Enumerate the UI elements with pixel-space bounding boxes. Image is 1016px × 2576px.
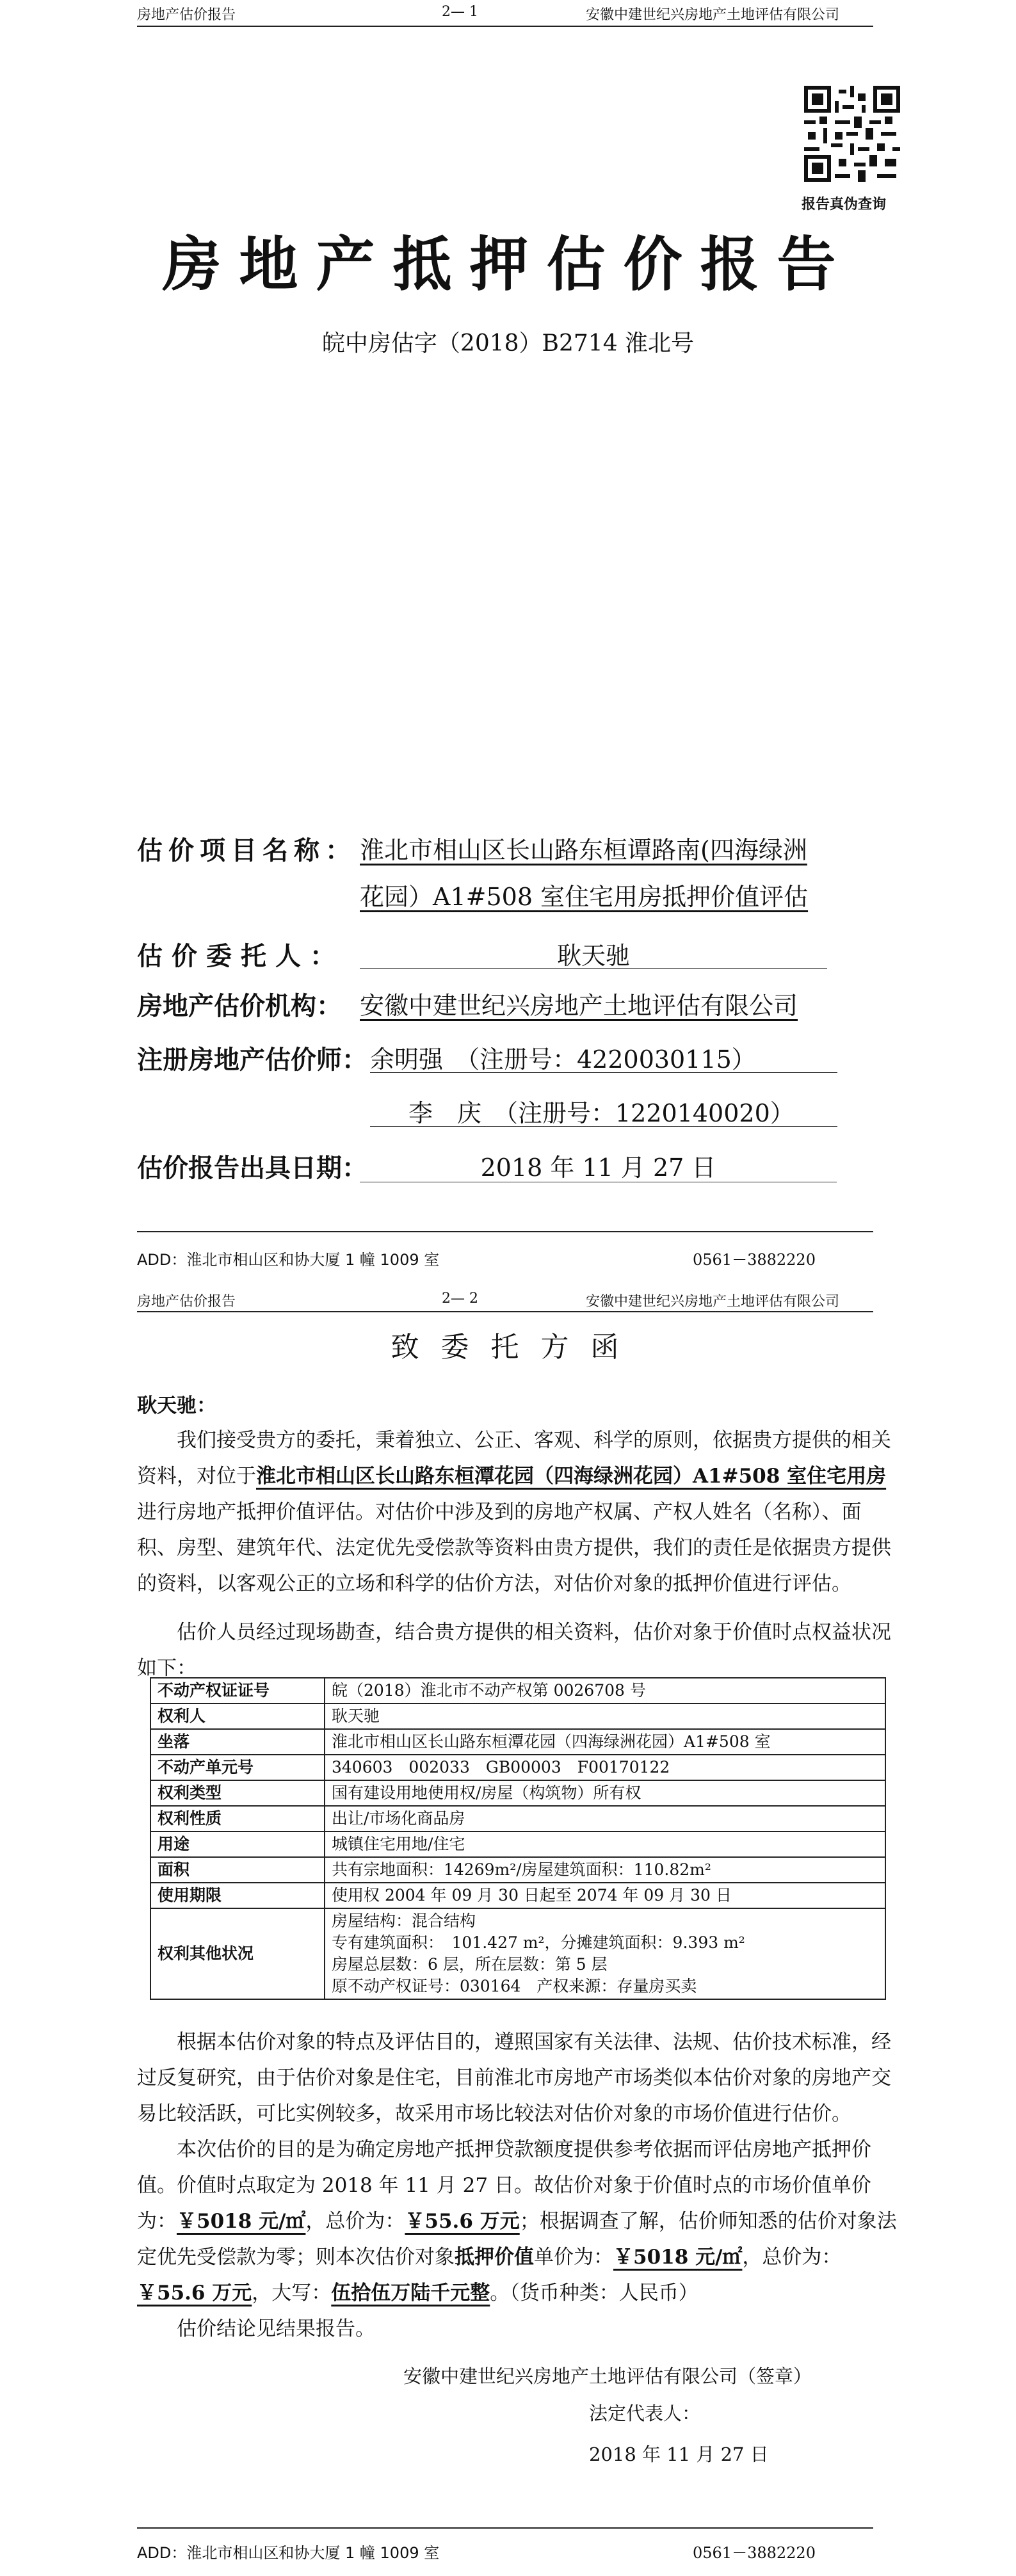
page2-header — [0, 1287, 1016, 1312]
table-value-line: 房屋总层数：6 层，所在层数：第 5 层 — [332, 1955, 608, 1974]
table-row — [150, 1883, 885, 1908]
footer-address: ADD：淮北市相山区和协大厦 1 幢 1009 室 — [137, 2544, 440, 2562]
agency-label: 房地产估价机构： — [137, 992, 342, 1021]
header-rule — [137, 1311, 873, 1312]
table-value-line: 共有宗地面积：14269m²/房屋建筑面积：110.82m² — [332, 1860, 711, 1879]
table-value-line: 原不动产权证号：030164 产权来源：存量房买卖 — [332, 1977, 697, 1995]
letter-title: 致 委 托 方 函 — [391, 1331, 625, 1364]
signature-date: 2018 年 11 月 27 日 — [589, 2443, 769, 2465]
table-key: 权利性质 — [150, 1806, 325, 1831]
table-value-line: 专有建筑面积： 101.427 m²，分摊建筑面积：9.393 m² — [332, 1933, 745, 1952]
table-value-line: 房屋结构：混合结构 — [332, 1912, 476, 1930]
table-key: 不动产单元号 — [150, 1755, 325, 1780]
agency-value: 安徽中建世纪兴房地产土地评估有限公司 — [360, 992, 798, 1020]
mortgage-total-price: ￥55.6 万元 — [137, 2282, 252, 2305]
table-value — [325, 1703, 885, 1729]
table-value-line: 国有建设用地使用权/房屋（构筑物）所有权 — [332, 1783, 641, 1802]
client-value: 耿天驰 — [556, 942, 630, 970]
footer-rule — [137, 1231, 873, 1232]
table-row — [150, 1729, 885, 1755]
table-value — [325, 1857, 885, 1883]
table-value — [325, 1831, 885, 1857]
table-key: 权利其他状况 — [150, 1908, 325, 1999]
table-value — [325, 1908, 885, 1999]
property-info-table — [150, 1677, 886, 2000]
header-page-number: 2— 2 — [442, 1291, 478, 1307]
appraiser-2: 李 庆 （注册号：1220140020） — [408, 1099, 794, 1127]
mortgage-unit-price: ￥5018 元/㎡ — [613, 2246, 743, 2269]
appraiser-1-underline — [370, 1072, 837, 1073]
table-key: 不动产权证证号 — [150, 1678, 325, 1703]
table-value-line: 淮北市相山区长山路东桓潭花园（四海绿洲花园）A1#508 室 — [332, 1732, 771, 1751]
capital-amount: 伍拾伍万陆千元整 — [331, 2282, 490, 2305]
table-key: 权利人 — [150, 1703, 325, 1729]
letter-paragraph-4: 本次估价的目的是为确定房地产抵押贷款额度提供参考依据而评估房地产抵押价值。价值时点取定为 2018 年 11 月 27 日。故估价对象于价值时点的市场价值单价为：￥5018 元/㎡，总价为：￥55.6 万元；根据调查了解，估价师知悉的估价对象法定优先受偿款为零；则本次估价对象抵押价值单价为：￥5018 元/㎡，总价为：￥55.6 万元，大写：伍拾伍万陆千元整。（货币种类：人民币） — [137, 2138, 897, 2305]
market-total-price: ￥55.6 万元 — [405, 2210, 520, 2233]
letter-paragraph-5: 估价结论见结果报告。 — [177, 2317, 375, 2340]
table-value — [325, 1780, 885, 1806]
table-value-line: 耿天驰 — [332, 1707, 380, 1725]
header-rule — [137, 26, 873, 27]
report-date-value: 2018 年 11 月 27 日 — [480, 1154, 716, 1182]
table-key: 面积 — [150, 1857, 325, 1883]
signature-representative: 法定代表人： — [589, 2403, 701, 2424]
report-date-label: 估价报告出具日期： — [137, 1154, 367, 1183]
footer-phone: 0561－3882220 — [693, 1251, 816, 1269]
table-value-line: 出让/市场化商品房 — [332, 1809, 465, 1828]
appraiser-2-underline — [370, 1126, 837, 1127]
market-unit-price: ￥5018 元/㎡ — [177, 2210, 306, 2233]
table-row — [150, 1703, 885, 1729]
table-key: 使用期限 — [150, 1883, 325, 1908]
table-row — [150, 1857, 885, 1883]
page1-header — [0, 0, 1016, 26]
table-value-line: 使用权 2004 年 09 月 30 日起至 2074 年 09 月 30 日 — [332, 1886, 732, 1904]
table-value-line: 皖（2018）淮北市不动产权第 0026708 号 — [332, 1681, 646, 1700]
table-value-line: 城镇住宅用地/住宅 — [332, 1835, 465, 1853]
table-key: 权利类型 — [150, 1780, 325, 1806]
appraiser-1: 余明强 （注册号：4220030115） — [370, 1045, 756, 1074]
header-right: 安徽中建世纪兴房地产土地评估有限公司 — [586, 7, 840, 23]
footer-phone: 0561－3882220 — [693, 2544, 816, 2562]
header-page-number: 2— 1 — [442, 4, 478, 20]
table-row — [150, 1780, 885, 1806]
letter-paragraph-3: 根据本估价对象的特点及评估目的，遵照国家有关法律、法规、估价技术标准，经过反复研究，由于估价对象是住宅，目前淮北市房地产市场类似本估价对象的房地产交易比较活跃，可比实例较多，故采用市场比较法对估价对象的市场价值进行估价。 — [137, 2031, 891, 2125]
appraiser-label: 注册房地产估价师： — [137, 1045, 367, 1075]
table-value — [325, 1883, 885, 1908]
table-value-line: 340603 002033 GB00003 F00170122 — [332, 1758, 670, 1776]
table-row — [150, 1908, 885, 1999]
report-title: 房地产抵押估价报告 — [162, 230, 854, 299]
table-value — [325, 1678, 885, 1703]
letter-paragraph-1: 我们接受贵方的委托，秉着独立、公正、客观、科学的原则，依据贵方提供的相关资料，对位于淮北市相山区长山路东桓潭花园（四海绿洲花园）A1#508 室住宅用房进行房地产抵押价值评估。对估价中涉及到的房地产权属、产权人姓名（名称）、面积、房型、建筑年代、法定优先受偿款等资料由贵方提供，我们的责任是依据贵方提供的资料，以客观公正的立场和科学的估价方法，对估价对象的抵押价值进行评估。 — [137, 1429, 891, 1595]
qr-caption: 报告真伪查询 — [802, 196, 887, 213]
client-underline — [360, 968, 827, 969]
table-value — [325, 1806, 885, 1831]
table-row — [150, 1831, 885, 1857]
table-row — [150, 1678, 885, 1703]
footer-rule — [137, 2527, 873, 2529]
header-left: 房地产估价报告 — [137, 7, 236, 23]
header-right: 安徽中建世纪兴房地产土地评估有限公司 — [586, 1294, 840, 1310]
footer-address: ADD：淮北市相山区和协大厦 1 幢 1009 室 — [137, 1251, 440, 1269]
table-key: 用途 — [150, 1831, 325, 1857]
project-name-label: 估价项目名称： — [137, 836, 357, 865]
table-row — [150, 1806, 885, 1831]
property-address: 淮北市相山区长山路东桓潭花园（四海绿洲花园）A1#508 室住宅用房 — [256, 1465, 887, 1488]
table-key: 坐落 — [150, 1729, 325, 1755]
signature-company: 安徽中建世纪兴房地产土地评估有限公司（签章） — [403, 2365, 812, 2387]
table-value — [325, 1755, 885, 1780]
table-value — [325, 1729, 885, 1755]
report-number: 皖中房估字（2018）B2714 淮北号 — [321, 330, 695, 357]
letter-paragraph-2: 估价人员经过现场勘查，结合贵方提供的相关资料，估价对象于价值时点权益状况如下： — [137, 1621, 891, 1680]
project-name-line1: 淮北市相山区长山路东桓谭路南(四海绿洲 — [360, 836, 807, 864]
qr-code-icon[interactable] — [804, 86, 900, 182]
client-label: 估价委托人： — [137, 942, 344, 971]
letter-salutation: 耿天驰： — [137, 1394, 216, 1417]
table-row — [150, 1755, 885, 1780]
header-left: 房地产估价报告 — [137, 1294, 236, 1310]
project-name-line2: 花园）A1#508 室住宅用房抵押价值评估 — [360, 883, 809, 911]
